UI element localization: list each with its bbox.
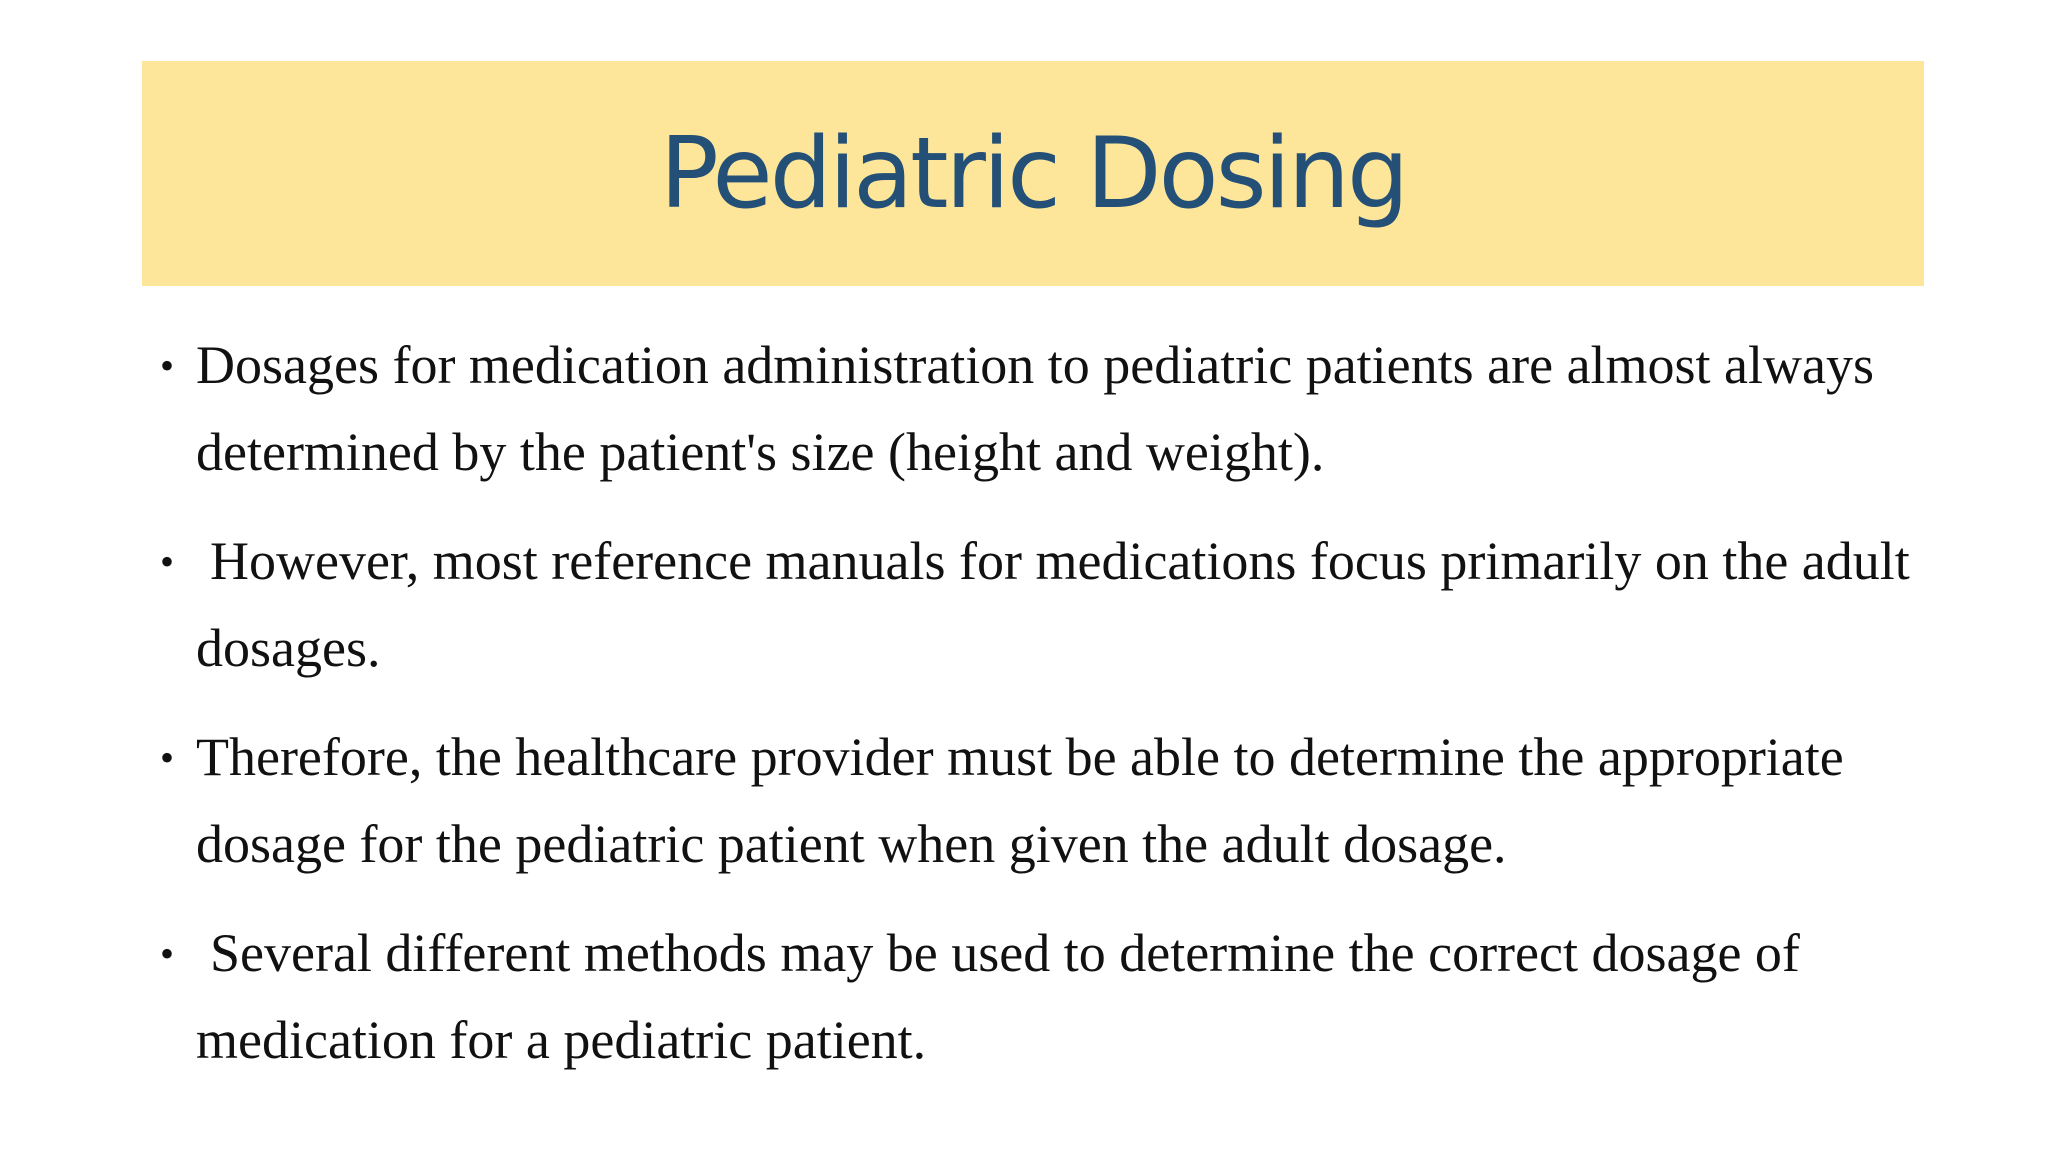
slide-title: Pediatric Dosing [659,116,1407,231]
bullet-text: However, most reference manuals for medications focus primarily on the adult dosages. [196,531,1910,678]
title-banner [142,61,1924,286]
bullet-icon: • [160,539,175,584]
bullet-item [160,322,1920,496]
bullet-icon: • [160,931,175,976]
bullet-item [160,714,1920,888]
bullet-text: Therefore, the healthcare provider must be able to determine the appropriate dosage for the pediatric patient when given the adult dosage. [196,727,1844,874]
bullet-list [160,322,1920,1106]
bullet-item [160,518,1920,692]
bullet-text: Several different methods may be used to determine the correct dosage of medication for a pediatric patient. [196,923,1800,1070]
bullet-icon: • [160,735,175,780]
bullet-item [160,910,1920,1084]
bullet-text: Dosages for medication administration to pediatric patients are almost always determined by the patient's size (height and weight). [196,335,1875,482]
bullet-icon: • [160,343,175,388]
